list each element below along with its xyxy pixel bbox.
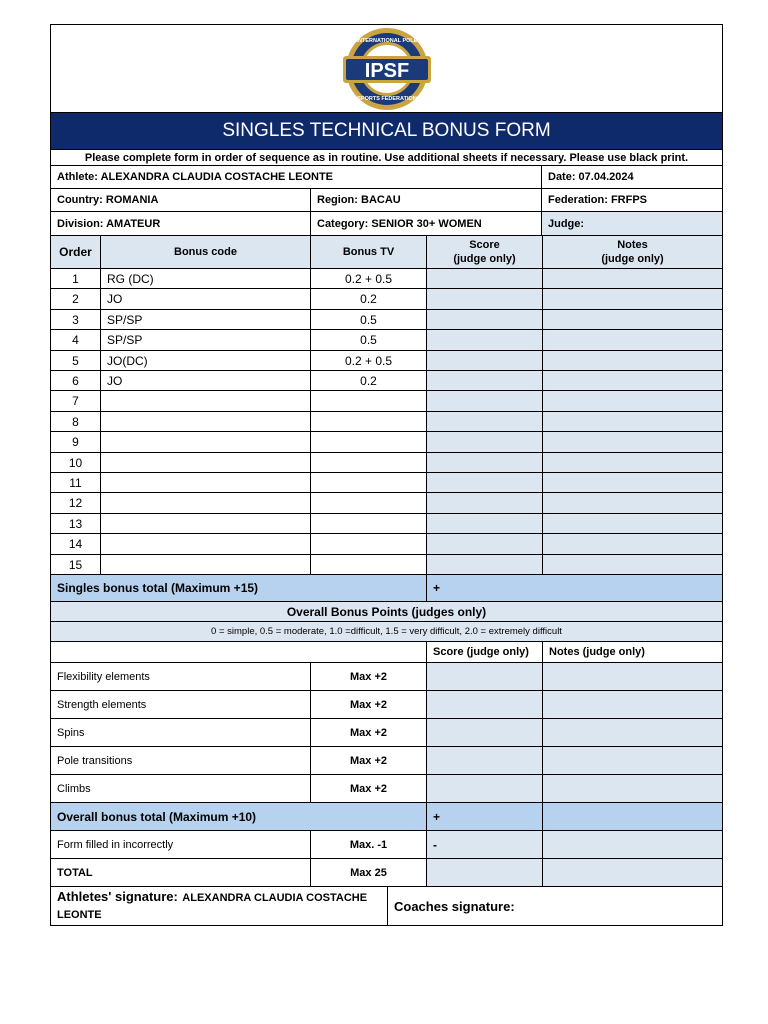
row-notes[interactable] bbox=[542, 431, 723, 453]
row-bonus-code[interactable] bbox=[100, 492, 311, 514]
row-score[interactable] bbox=[426, 533, 543, 555]
row-score[interactable] bbox=[426, 329, 543, 351]
row-score[interactable] bbox=[426, 431, 543, 453]
row-bonus-tv[interactable] bbox=[310, 472, 427, 493]
row-bonus-code[interactable] bbox=[100, 513, 311, 534]
row-order: 2 bbox=[50, 288, 101, 310]
row-bonus-code[interactable]: SP/SP bbox=[100, 309, 311, 330]
incorrect-max: Max. -1 bbox=[310, 830, 427, 859]
row-notes[interactable] bbox=[542, 513, 723, 534]
overall-item-max: Max +2 bbox=[310, 746, 427, 775]
row-bonus-tv[interactable] bbox=[310, 533, 427, 555]
athlete-signature-name: ALEXANDRA CLAUDIA COSTACHE LEONTE bbox=[57, 892, 368, 921]
row-order: 1 bbox=[50, 268, 101, 289]
row-bonus-code[interactable]: JO(DC) bbox=[100, 350, 311, 371]
row-order: 15 bbox=[50, 554, 101, 575]
header-notes-sub: (judge only) bbox=[601, 253, 664, 265]
row-order: 3 bbox=[50, 309, 101, 330]
row-bonus-tv[interactable]: 0.5 bbox=[310, 329, 427, 351]
coach-signature-box[interactable]: Coaches signature: bbox=[387, 886, 723, 926]
date-field: Date: 07.04.2024 bbox=[541, 165, 723, 189]
overall-item-max: Max +2 bbox=[310, 774, 427, 803]
row-notes[interactable] bbox=[542, 492, 723, 514]
row-notes[interactable] bbox=[542, 329, 723, 351]
country-field: Country: ROMANIA bbox=[50, 188, 311, 212]
logo-main-text: IPSF bbox=[364, 59, 409, 82]
bonus-form bbox=[50, 24, 723, 926]
federation-field: Federation: FRFPS bbox=[541, 188, 723, 212]
row-bonus-tv[interactable] bbox=[310, 452, 427, 473]
row-order: 12 bbox=[50, 492, 101, 514]
header-score bbox=[426, 235, 543, 269]
row-notes[interactable] bbox=[542, 554, 723, 575]
overall-item-label: Pole transitions bbox=[50, 746, 311, 775]
row-order: 6 bbox=[50, 370, 101, 391]
overall-item-score[interactable] bbox=[426, 690, 543, 719]
row-bonus-code[interactable]: JO bbox=[100, 370, 311, 391]
row-score[interactable] bbox=[426, 268, 543, 289]
total-max: Max 25 bbox=[310, 858, 427, 887]
row-bonus-tv[interactable] bbox=[310, 554, 427, 575]
row-bonus-code[interactable] bbox=[100, 390, 311, 412]
header-bonus-code: Bonus code bbox=[100, 235, 311, 269]
row-bonus-code[interactable] bbox=[100, 533, 311, 555]
overall-heading: Overall Bonus Points (judges only) bbox=[50, 601, 723, 622]
row-order: 14 bbox=[50, 533, 101, 555]
row-order: 13 bbox=[50, 513, 101, 534]
row-notes[interactable] bbox=[542, 533, 723, 555]
row-order: 11 bbox=[50, 472, 101, 493]
overall-notes-header: Notes (judge only) bbox=[542, 641, 723, 663]
header-score-label: Score bbox=[469, 239, 500, 251]
header-score-sub: (judge only) bbox=[453, 253, 516, 265]
header-bonus-tv: Bonus TV bbox=[310, 235, 427, 269]
row-order: 9 bbox=[50, 431, 101, 453]
row-notes[interactable] bbox=[542, 390, 723, 412]
row-notes[interactable] bbox=[542, 288, 723, 310]
overall-item-score[interactable] bbox=[426, 718, 543, 747]
row-score[interactable] bbox=[426, 350, 543, 371]
instruction-text: Please complete form in order of sequence as in routine. Use additional sheets if necessary. Please use black print. bbox=[50, 149, 723, 166]
judge-field[interactable]: Judge: bbox=[541, 211, 723, 236]
overall-item-label: Strength elements bbox=[50, 690, 311, 719]
row-bonus-code[interactable] bbox=[100, 411, 311, 432]
logo-top-arc: INTERNATIONAL POLE bbox=[356, 37, 417, 44]
athlete-signature-label: Athletes' signature: bbox=[57, 889, 178, 904]
category-field: Category: SENIOR 30+ WOMEN bbox=[310, 211, 542, 236]
row-score[interactable] bbox=[426, 370, 543, 391]
region-field: Region: BACAU bbox=[310, 188, 542, 212]
row-bonus-tv[interactable]: 0.2 bbox=[310, 370, 427, 391]
row-bonus-tv[interactable] bbox=[310, 431, 427, 453]
overall-score-header: Score (judge only) bbox=[426, 641, 543, 663]
overall-item-score[interactable] bbox=[426, 746, 543, 775]
incorrect-label: Form filled in incorrectly bbox=[50, 830, 311, 859]
row-bonus-tv[interactable]: 0.2 + 0.5 bbox=[310, 350, 427, 371]
overall-total-notes[interactable] bbox=[542, 802, 723, 831]
ipsf-logo bbox=[337, 26, 437, 112]
row-bonus-code[interactable]: SP/SP bbox=[100, 329, 311, 351]
overall-item-notes[interactable] bbox=[542, 662, 723, 691]
row-bonus-tv[interactable]: 0.2 bbox=[310, 288, 427, 310]
row-score[interactable] bbox=[426, 390, 543, 412]
athlete-field: Athlete: ALEXANDRA CLAUDIA COSTACHE LEONTE bbox=[50, 165, 542, 189]
overall-total-value[interactable]: + bbox=[426, 802, 543, 831]
overall-item-label: Climbs bbox=[50, 774, 311, 803]
row-score[interactable] bbox=[426, 513, 543, 534]
row-score[interactable] bbox=[426, 472, 543, 493]
row-notes[interactable] bbox=[542, 452, 723, 473]
overall-item-notes[interactable] bbox=[542, 746, 723, 775]
overall-item-score[interactable] bbox=[426, 662, 543, 691]
total-score[interactable] bbox=[426, 858, 543, 887]
row-order: 8 bbox=[50, 411, 101, 432]
row-notes[interactable] bbox=[542, 472, 723, 493]
incorrect-value[interactable]: - bbox=[426, 830, 543, 859]
row-bonus-code[interactable]: RG (DC) bbox=[100, 268, 311, 289]
division-field: Division: AMATEUR bbox=[50, 211, 311, 236]
row-score[interactable] bbox=[426, 309, 543, 330]
row-bonus-code[interactable] bbox=[100, 452, 311, 473]
header-notes bbox=[542, 235, 723, 269]
header-notes-label: Notes bbox=[617, 239, 648, 251]
row-bonus-code[interactable] bbox=[100, 431, 311, 453]
logo-bottom-arc: SPORTS FEDERATION bbox=[356, 95, 417, 102]
overall-item-notes[interactable] bbox=[542, 718, 723, 747]
overall-item-score[interactable] bbox=[426, 774, 543, 803]
row-score[interactable] bbox=[426, 554, 543, 575]
overall-item-notes[interactable] bbox=[542, 774, 723, 803]
form-title: SINGLES TECHNICAL BONUS FORM bbox=[50, 112, 723, 150]
overall-total-label: Overall bonus total (Maximum +10) bbox=[50, 802, 427, 831]
row-score[interactable] bbox=[426, 492, 543, 514]
overall-scale: 0 = simple, 0.5 = moderate, 1.0 =difficult, 1.5 = very difficult, 2.0 = extremely difficult bbox=[50, 621, 723, 642]
row-bonus-tv[interactable] bbox=[310, 492, 427, 514]
row-bonus-code[interactable]: JO bbox=[100, 288, 311, 310]
row-order: 4 bbox=[50, 329, 101, 351]
singles-total-value[interactable]: + bbox=[426, 574, 723, 602]
row-order: 7 bbox=[50, 390, 101, 412]
row-notes[interactable] bbox=[542, 350, 723, 371]
row-order: 5 bbox=[50, 350, 101, 371]
header-order: Order bbox=[50, 235, 101, 269]
row-bonus-tv[interactable]: 0.5 bbox=[310, 309, 427, 330]
row-bonus-tv[interactable] bbox=[310, 513, 427, 534]
overall-item-label: Flexibility elements bbox=[50, 662, 311, 691]
logo-area bbox=[50, 24, 723, 113]
overall-item-max: Max +2 bbox=[310, 718, 427, 747]
row-score[interactable] bbox=[426, 411, 543, 432]
incorrect-notes[interactable] bbox=[542, 830, 723, 859]
row-bonus-tv[interactable]: 0.2 + 0.5 bbox=[310, 268, 427, 289]
row-notes[interactable] bbox=[542, 370, 723, 391]
row-bonus-tv[interactable] bbox=[310, 411, 427, 432]
row-bonus-code[interactable] bbox=[100, 554, 311, 575]
row-notes[interactable] bbox=[542, 309, 723, 330]
singles-total-label: Singles bonus total (Maximum +15) bbox=[50, 574, 427, 602]
overall-item-label: Spins bbox=[50, 718, 311, 747]
row-bonus-code[interactable] bbox=[100, 472, 311, 493]
total-label: TOTAL bbox=[50, 858, 311, 887]
row-bonus-tv[interactable] bbox=[310, 390, 427, 412]
athlete-signature-box[interactable] bbox=[50, 886, 388, 926]
overall-blank-header bbox=[50, 641, 427, 663]
row-order: 10 bbox=[50, 452, 101, 473]
overall-item-max: Max +2 bbox=[310, 690, 427, 719]
row-notes[interactable] bbox=[542, 411, 723, 432]
total-notes[interactable] bbox=[542, 858, 723, 887]
overall-item-notes[interactable] bbox=[542, 690, 723, 719]
row-notes[interactable] bbox=[542, 268, 723, 289]
row-score[interactable] bbox=[426, 288, 543, 310]
row-score[interactable] bbox=[426, 452, 543, 473]
overall-item-max: Max +2 bbox=[310, 662, 427, 691]
